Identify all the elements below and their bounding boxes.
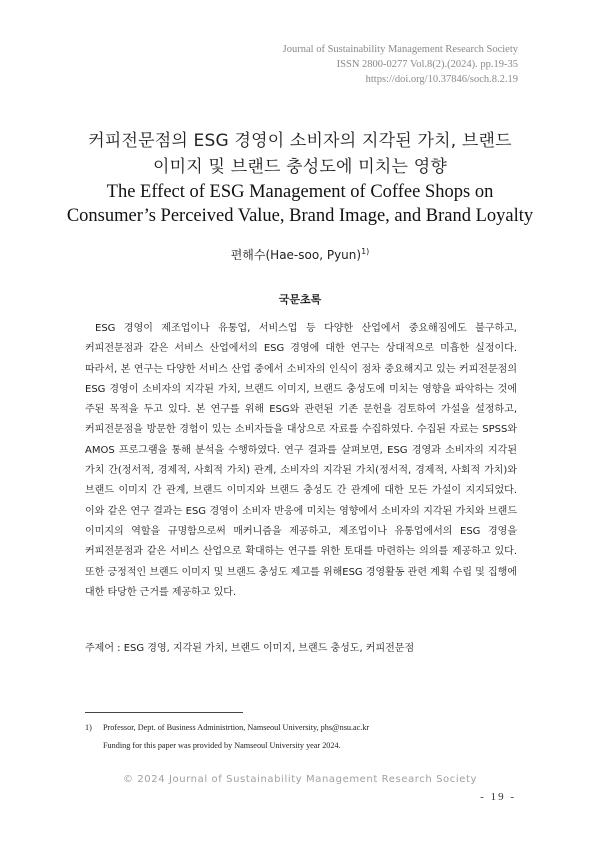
author-line xyxy=(0,246,600,263)
korean-title xyxy=(0,128,600,180)
issn-volume-line: ISSN 2800-0277 Vol.8(2).(2024). pp.19-35 xyxy=(336,59,518,70)
footnote xyxy=(85,719,525,755)
english-title xyxy=(0,180,600,228)
footnote-divider xyxy=(85,712,243,713)
footnote-marker: 1) xyxy=(85,723,92,732)
english-title-line-2: Consumer’s Perceived Value, Brand Image, and Brand Loyalty xyxy=(66,206,534,226)
footnote-affiliation: Professor, Dept. of Business Administrtion, Namseoul University, phs@nsu.ac.kr xyxy=(103,723,370,732)
abstract-heading: 국문초록 xyxy=(278,293,322,306)
author-name: 편해수(Hae-soo, Pyun) xyxy=(230,248,362,262)
keywords-line: 주제어 : ESG 경영, 지각된 가치, 브랜드 이미지, 브랜드 충성도, 커피전문점 xyxy=(85,643,415,654)
footnote-affiliation-line xyxy=(85,719,525,737)
journal-name: Journal of Sustainability Management Research Society xyxy=(282,44,518,55)
running-header xyxy=(283,42,518,87)
copyright-notice: © 2024 Journal of Sustainability Management Research Society xyxy=(122,774,478,785)
footnote-funding: Funding for this paper was provided by Namseoul University year 2024. xyxy=(103,741,341,750)
korean-title-line-2: 이미지 및 브랜드 충성도에 미치는 영향 xyxy=(153,157,447,177)
abstract-body: ESG 경영이 제조업이나 유통업, 서비스업 등 다양한 산업에서 중요해짐에도 불구하고, 커피전문점과 같은 서비스 산업에서의 ESG 경영에 대한 연구는 상대적으로 미흡한 실정이다. 따라서, 본 연구는 다양한 서비스 산업 중에서 소비자의 인식이 점차 중요해지고 있는 커피전문점의 ESG 경영이 소비자의 지각된 가치, 브랜드 이미지, 브랜드 충성도에 미치는 영향을 파악하는 것에 주된 목적을 두고 있다. 본 연구를 위해 ESG와 관련된 기존 문헌을 검토하여 가설을 설정하고, 커피전문점을 방문한 경험이 있는 소비자들을 대상으로 자료를 수집하였다. 수집된 자료는 SPSS와 AMOS 프로그램을 통해 분석을 수행하였다. 연구 결과를 살펴보면, ESG 경영과 소비자의 지각된 가치 간(정서적, 경제적, 사회적 가치) 관계, 소비자의 지각된 가치(정서적, 경제적, 사회적 가치)와 브랜드 이미지 간 관계, 브랜드 이미지와 브랜드 충성도 간 관계에 대한 모든 가설이 지지되었다. 이와 같은 연구 결과는 ESG 경영이 소비자 반응에 미치는 영향에서 소비자의 지각된 가치와 브랜드 이미지의 역할을 규명함으로써 매커니즘을 제공하고, 제조업이나 유통업에서의 ESG 경영을 커피전문점과 같은 서비스 산업으로 확대하는 연구를 위한 토대를 마련하는 의의를 제공하고 있다. 또한 긍정적인 브랜드 이미지 및 브랜드 충성도 제고를 위해ESG 경영활동 관련 계획 수립 및 집행에 대한 타당한 근거를 제공하고 있다. xyxy=(85,323,517,598)
korean-title-line-1: 커피전문점의 ESG 경영이 소비자의 지각된 가치, 브랜드 xyxy=(88,131,512,151)
english-title-line-1: The Effect of ESG Management of Coffee Shops on xyxy=(106,182,494,202)
author-footnote-marker: 1) xyxy=(361,247,370,256)
page-number: - 19 - xyxy=(480,791,516,803)
doi-link[interactable]: https://doi.org/10.37846/soch.8.2.19 xyxy=(365,74,518,85)
